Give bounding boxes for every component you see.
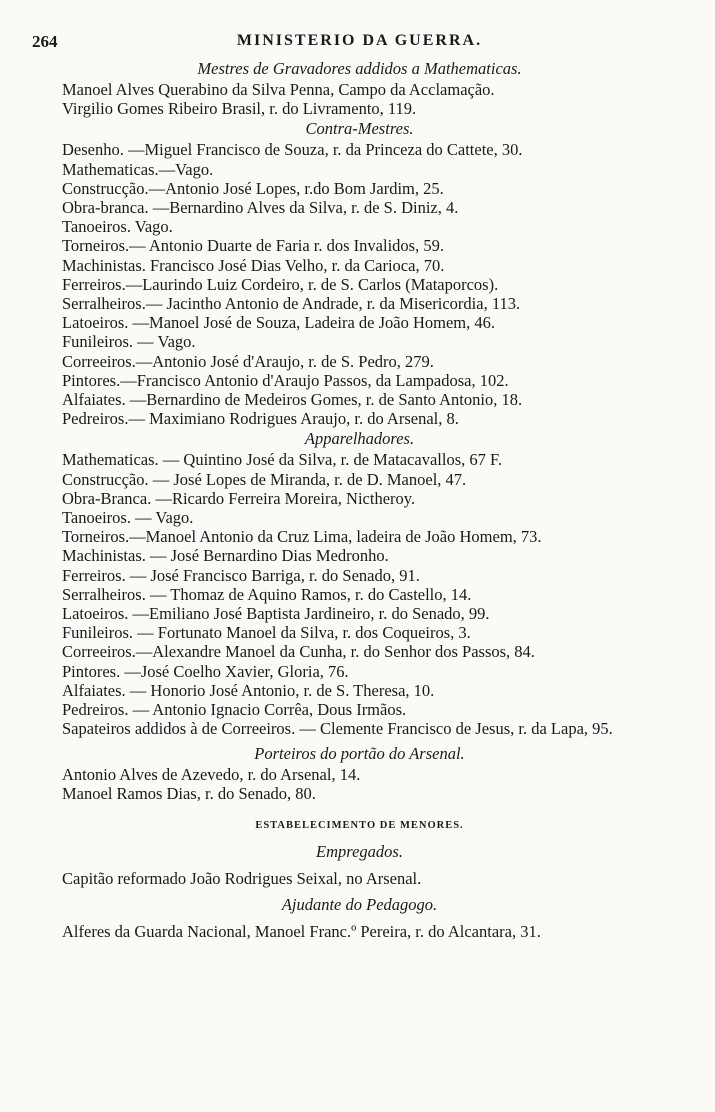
list-item: Mathematicas. — Quintino José da Silva, r. de Matacavallos, 67 F.	[62, 450, 502, 470]
list-item: Ferreiros.—Laurindo Luiz Cordeiro, r. de S. Carlos (Mataporcos).	[62, 274, 499, 294]
section-contra-mestres	[62, 118, 657, 428]
section-ajudante-pedagogo	[62, 894, 657, 941]
list-item: Obra-branca. —Bernardino Alves da Silva, r. de S. Diniz, 4.	[62, 198, 459, 218]
section-apparelhadores	[62, 428, 657, 738]
list-item: Alfaiates. —Bernardino de Medeiros Gomes, r. de Santo Antonio, 18.	[62, 390, 523, 410]
list-item: Machinistas. — José Bernardino Dias Medronho.	[62, 546, 389, 566]
page-header	[32, 32, 657, 56]
section-empregados	[62, 841, 657, 888]
list-item: Correeiros.—Antonio José d'Araujo, r. de S. Pedro, 279.	[62, 351, 434, 371]
list-item: Sapateiros addidos à de Correeiros. — Clemente Francisco de Jesus, r. da Lapa, 95.	[62, 719, 613, 739]
list-item: Tanoeiros. — Vago.	[62, 508, 194, 528]
list-item: Correeiros.—Alexandre Manoel da Cunha, r. do Senhor dos Passos, 84.	[62, 642, 535, 662]
section-porteiros	[62, 743, 657, 803]
list-item: Latoeiros. —Manoel José de Souza, Ladeira de João Homem, 46.	[62, 313, 496, 333]
list-item: Obra-Branca. —Ricardo Ferreira Moreira, Nictheroy.	[62, 488, 416, 508]
list-item: Desenho. —Miguel Francisco de Souza, r. da Princeza do Cattete, 30.	[62, 140, 523, 160]
list-item: Construcção.—Antonio José Lopes, r.do Bom Jardim, 25.	[62, 178, 444, 198]
list-item: Tanoeiros. Vago.	[62, 217, 173, 237]
list-item: Machinistas. Francisco José Dias Velho, r. da Carioca, 70.	[62, 255, 445, 275]
list-item: Pintores. —José Coelho Xavier, Gloria, 76.	[62, 661, 349, 681]
running-title: MINISTERIO DA GUERRA.	[236, 32, 483, 49]
list-item: Pedreiros. — Antonio Ignacio Corrêa, Dous Irmãos.	[62, 700, 407, 720]
list-item: Construcção. — José Lopes de Miranda, r. de D. Manoel, 47.	[62, 469, 467, 489]
list-item: Latoeiros. —Emiliano José Baptista Jardineiro, r. do Senado, 99.	[62, 604, 490, 624]
list-item: Pedreiros.— Maximiano Rodrigues Araujo, r. do Arsenal, 8.	[62, 409, 459, 429]
list-item: Alferes da Guarda Nacional, Manoel Franc.º Pereira, r. do Alcantara, 31.	[62, 922, 541, 942]
establishment-heading: ESTABELECIMENTO DE MENORES.	[255, 819, 464, 831]
list-item: Manoel Ramos Dias, r. do Senado, 80.	[62, 783, 316, 803]
section-heading: Porteiros do portão do Arsenal.	[254, 743, 465, 763]
list-item: Pintores.—Francisco Antonio d'Araujo Passos, da Lampadosa, 102.	[62, 370, 509, 390]
list-item: Alfaiates. — Honorio José Antonio, r. de S. Theresa, 10.	[62, 680, 435, 700]
section-heading: Contra-Mestres.	[305, 119, 414, 139]
list-item: Torneiros.—Manoel Antonio da Cruz Lima, ladeira de João Homem, 73.	[62, 527, 542, 547]
list-item: Manoel Alves Querabino da Silva Penna, Campo da Acclamação.	[62, 80, 495, 99]
list-item: Torneiros.— Antonio Duarte de Faria r. dos Invalidos, 59.	[62, 236, 444, 256]
section-heading: Ajudante do Pedagogo.	[281, 895, 438, 915]
section-heading: Apparelhadores.	[304, 429, 415, 449]
section-heading: Empregados.	[316, 841, 403, 861]
list-item: Funileiros. — Vago.	[62, 332, 196, 352]
list-item: Antonio Alves de Azevedo, r. do Arsenal, 14.	[62, 764, 361, 784]
list-item: Serralheiros.— Jacintho Antonio de Andrade, r. da Misericordia, 113.	[62, 294, 521, 314]
page-number: 264	[32, 32, 58, 51]
section-mestres-gravadores	[62, 58, 657, 118]
list-item: Mathematicas.—Vago.	[62, 159, 214, 179]
section-heading: Mestres de Gravadores addidos a Mathematicas.	[197, 59, 522, 78]
list-item: Capitão reformado João Rodrigues Seixal, no Arsenal.	[62, 868, 422, 888]
list-item: Serralheiros. — Thomaz de Aquino Ramos, r. do Castello, 14.	[62, 584, 472, 604]
list-item: Virgilio Gomes Ribeiro Brasil, r. do Livramento, 119.	[62, 99, 417, 119]
list-item: Funileiros. — Fortunato Manoel da Silva, r. dos Coqueiros, 3.	[62, 623, 471, 643]
list-item: Ferreiros. — José Francisco Barriga, r. do Senado, 91.	[62, 565, 420, 585]
